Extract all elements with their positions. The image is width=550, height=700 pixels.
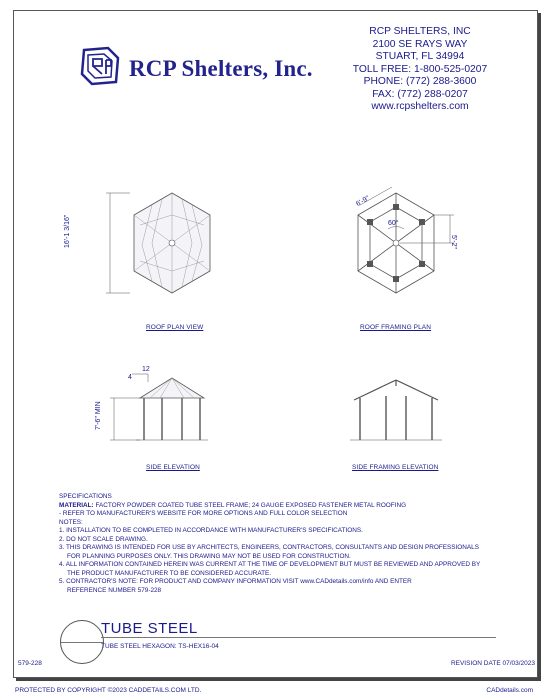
note-line: 5. CONTRACTOR'S NOTE: FOR PRODUCT AND COMPANY INFORMATION VISIT www.CADdetails.com/info AND ENTER [59,578,412,585]
roof-plan-dimension: 16'-1 3/16" [64,214,71,248]
side-framing-drawing [330,360,490,460]
contact-web: www.rcpshelters.com [371,101,469,112]
title-underline [101,637,496,638]
side-elevation-height: 7'-6" MIN [95,401,102,430]
contact-street: 2100 SE RAYS WAY [372,38,468,50]
note-line: 1. INSTALLATION TO BE COMPLETED IN ACCORDANCE WITH MANUFACTURER'S SPECIFICATIONS. [59,527,363,534]
note-line: 2. DO NOT SCALE DRAWING. [59,535,148,543]
contact-toll-free: TOLL FREE: 1-800-525-0207 [352,63,488,75]
note-line: 3. THIS DRAWING IS INTENDED FOR USE BY ARCHITECTS, ENGINEERS, CONTRACTORS, CONSULTANTS AND DESIGN PROFESSIONALS [59,544,479,551]
material-reference: - REFER TO MANUFACTURER'S WEBSITE FOR MORE OPTIONS AND FULL COLOR SELECTION [59,510,348,517]
side-framing-caption: SIDE FRAMING ELEVATION [352,464,439,471]
side-elevation-drawing [100,360,260,460]
contact-city: STUART, FL 34994 [375,51,465,62]
reference-number: 579-228 [18,660,42,667]
note-line: THE PRODUCT MANUFACTURER TO BE CONSIDERED ACCURATE. [67,569,272,577]
rcp-logo-icon [78,44,122,88]
contact-fax: FAX: (772) 288-0207 [372,88,468,100]
copyright-notice: PROTECTED BY COPYRIGHT ©2023 CADDETAILS.COM LTD. [15,687,202,694]
drawing-title: TUBE STEEL [101,620,198,637]
side-elevation-pitch-run: 12 [142,366,150,373]
framing-angle: 60° [388,220,399,227]
specifications-heading: SPECIFICATIONS [59,493,112,500]
roof-plan-drawing [100,185,260,315]
company-logo-text: RCP Shelters, Inc. [129,56,313,81]
caddetails-link[interactable]: CADdetails.com [486,687,533,694]
side-elevation-caption: SIDE ELEVATION [146,464,200,471]
contact-name: RCP SHELTERS, INC [369,26,471,37]
notes-block [59,493,499,595]
notes-heading: NOTES: [59,518,83,526]
framing-dim-side: 5'-2" [450,235,457,249]
material-label: MATERIAL: [59,501,94,509]
framing-dim-top: 6'-9" [355,194,371,209]
contact-phone: PHONE: (772) 288-3600 [363,76,477,87]
side-elevation-pitch-rise: 4 [128,374,132,381]
note-line: REFERENCE NUMBER 579-228 [67,586,162,594]
contact-block [345,26,495,114]
drawing-subtitle: TUBE STEEL HEXAGON: TS-HEX16-04 [101,643,219,650]
detail-circle [60,620,104,664]
material-row [59,502,499,511]
material-text: FACTORY POWDER COATED TUBE STEEL FRAME; 24 GAUGE EXPOSED FASTENER METAL ROOFING [93,501,407,509]
note-line: FOR PLANNING PURPOSES ONLY. THIS DRAWING MAY NOT BE USED FOR CONSTRUCTION. [67,552,351,560]
note-line: 4. ALL INFORMATION CONTAINED HEREIN WAS CURRENT AT THE TIME OF DEVELOPMENT BUT MUST BE REVIEWED AND APPROVED BY [59,561,481,568]
roof-framing-drawing [330,185,490,315]
roof-plan-caption: ROOF PLAN VIEW [146,324,204,331]
revision-date: REVISION DATE 07/03/2023 [450,660,535,667]
roof-framing-caption: ROOF FRAMING PLAN [360,324,432,331]
